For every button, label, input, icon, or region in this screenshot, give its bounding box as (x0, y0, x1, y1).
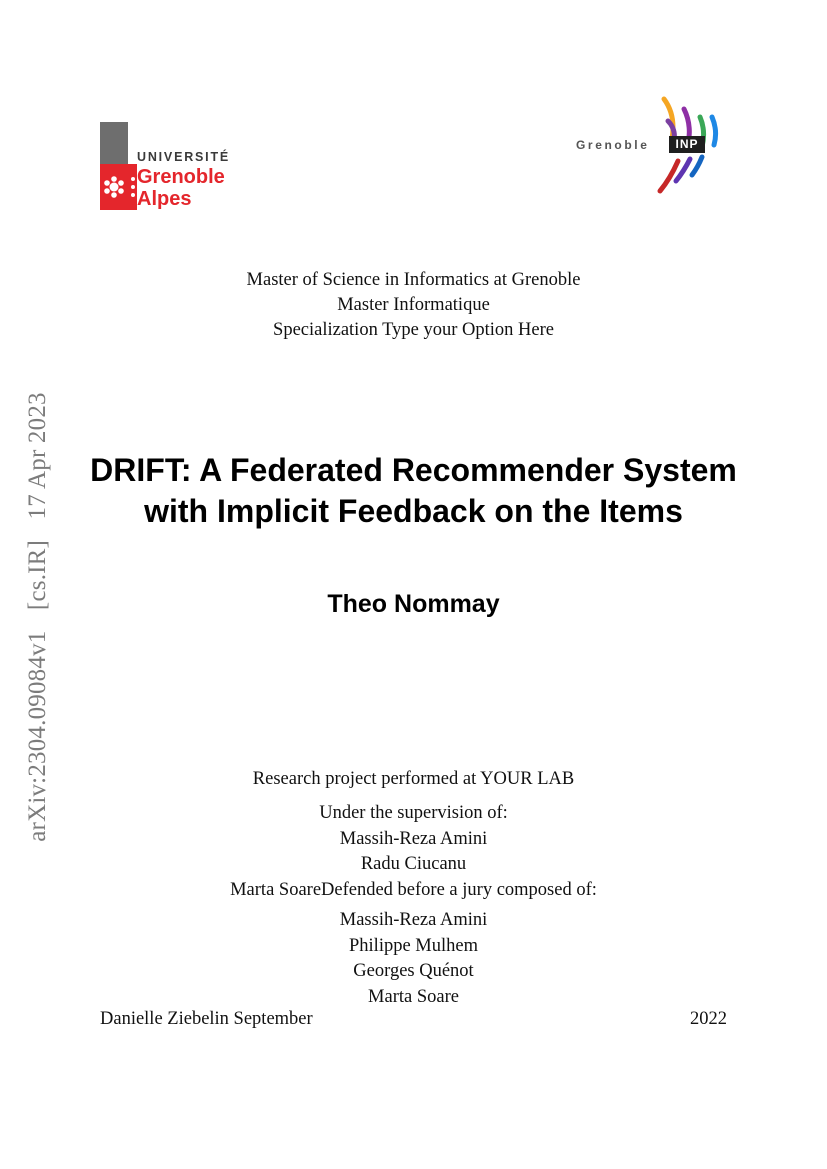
program-line-3: Specialization Type your Option Here (273, 320, 554, 340)
arxiv-id: arXiv:2304.09084v1 (24, 630, 51, 842)
program-line-2: Master Informatique (337, 295, 490, 315)
grenoble-inp-box: INP (669, 136, 705, 153)
supervision-block (0, 801, 827, 903)
footer-left: Danielle Ziebelin September (100, 1009, 313, 1029)
research-line: Research project performed at YOUR LAB (252, 769, 575, 789)
supervisor-name: Massih-Reza Amini (339, 828, 488, 849)
arxiv-category: [cs.IR] (24, 539, 51, 611)
thesis-title: DRIFT: A Federated Recommender System with Implicit Feedback on the Items (90, 452, 737, 529)
arxiv-date: 17 Apr 2023 (24, 392, 51, 520)
jury-member: Philippe Mulhem (349, 935, 478, 956)
footer-year: 2022 (690, 1009, 727, 1029)
jury-member: Georges Quénot (353, 961, 474, 981)
supervisor-name: Radu Ciucanu (360, 854, 467, 874)
jury-member: Massih-Reza Amini (339, 910, 488, 930)
supervision-heading: Under the supervision of: (319, 803, 508, 823)
grenoble-inp-word: Grenoble (576, 138, 650, 152)
uga-logo-text (137, 150, 230, 210)
jury-block (0, 908, 827, 1010)
jury-member: Marta Soare (368, 986, 459, 1007)
supervision-jury-heading: Marta SoareDefended before a jury composed of: (230, 879, 597, 900)
program-block (0, 268, 827, 343)
uga-logo-line1: UNIVERSITÉ (137, 150, 231, 164)
uga-logo-line3: Alpes (137, 188, 192, 210)
author-name: Theo Nommay (327, 590, 500, 618)
program-line-1: Master of Science in Informatics at Grenoble (246, 270, 581, 290)
uga-logo-line2: Grenoble (137, 166, 225, 188)
